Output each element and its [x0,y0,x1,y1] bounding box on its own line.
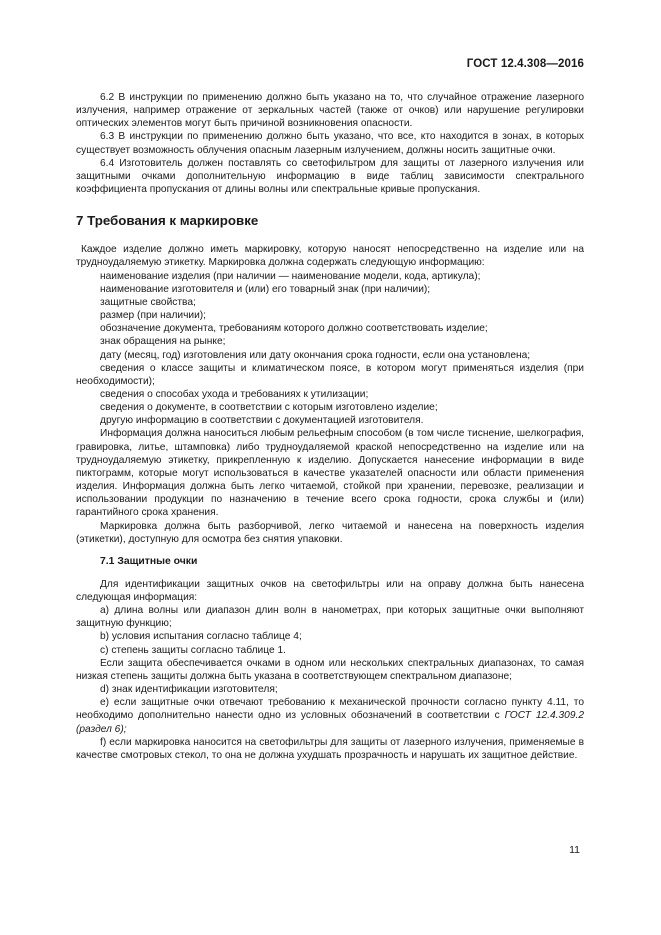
paragraph-6-4: 6.4 Изготовитель должен поставлять со светофильтром для защиты от лазерного излучения или защитными очками дополнительную информацию в виде таблиц зависимости спектрального коэффициента пропускания от длины волны или спектральные кривые пропускания. [76,157,584,196]
list-item-d: d) знак идентификации изготовителя; [100,684,278,696]
list-item: сведения о способах ухода и требованиях к утилизации; [100,388,369,400]
list-item-e-text: е) если защитные очки отвечают требованию к механической прочности согласно пункту 4.11, то необходимо дополнительно нанести одно из условных обозначений в соответствии с [76,697,584,722]
list-item-f: f) если маркировка наносится на светофильтры для защиты от лазерного излучения, применяемые в качестве смотровых стекол, то она не должна ухудшать прозрачность и нарушать их защитное действие. [76,736,584,761]
page-content [76,91,584,762]
list-item: сведения о документе, в соответствии с которым изготовлено изделие; [100,402,438,414]
list-item-c: с) степень защиты согласно таблице 1. [100,644,286,656]
list-item: сведения о классе защиты и климатическом поясе, в котором могут применяться изделия (при необходимости); [76,362,584,387]
section-7-1-intro: Для идентификации защитных очков на светофильтры или на оправу должна быть нанесена следующая информация: [76,578,584,603]
paragraph-6-2: 6.2 В инструкции по применению должно быть указано на то, что случайное отражение лазерного излучения, например отражение от зеркальных частей (также от очков) или нарушение регулировки оптических элементов могут быть причиной возникновения опасности. [76,92,584,130]
paragraph-6-3: 6.3 В инструкции по применению должно быть указано, что все, кто находится в зонах, в которых существует возможность облучения опасным лазерным излучением, должны носить защитные очки. [76,131,584,156]
list-item: защитные свойства; [100,296,196,308]
list-item: размер (при наличии); [100,310,206,322]
standard-header: ГОСТ 12.4.308—2016 [466,58,584,70]
list-item-e [76,696,584,735]
standard-reference: ГОСТ 12.4.309.2 (раздел 6); [76,710,584,735]
page-number: 11 [569,844,580,856]
section-7-intro: Каждое изделие должно иметь маркировку, которую наносят непосредственно на изделие или на трудноудаляемую этикетку. Маркировка должна содержать следующую информацию: [76,244,584,269]
list-item: знак обращения на рынке; [100,336,226,348]
list-item: наименование изготовителя и (или) его товарный знак (при наличии); [100,283,431,295]
list-item-b: b) условия испытания согласно таблице 4; [100,631,302,643]
section-7-title: 7 Требования к маркировке [76,213,259,229]
list-item: дату (месяц, год) изготовления или дату окончания срока годности, если она установлена; [100,349,531,361]
list-item: другую информацию в соответствии с документацией изготовителя. [100,415,424,427]
section-7-para-legibility: Маркировка должна быть разборчивой, легко читаемой и нанесена на поверхность изделия (этикетки), доступную для осмотра без снятия упаковки. [76,520,584,545]
list-item: наименование изделия (при наличии — наименование модели, кода, артикула); [100,270,481,282]
section-7-1-title: 7.1 Защитные очки [100,555,198,567]
section-7-1-note: Если защита обеспечивается очками в одном или нескольких спектральных диапазонах, то самая низкая степень защиты должна быть указана в соответствующем спектральном диапазоне; [76,657,584,682]
section-7-para-info: Информация должна наноситься любым рельефным способом (в том числе тиснение, шелкография, гравировка, литье, штамповка) либо трудноудаляемой краской непосредственно на изделие или на трудноудаляемую этикетку, прикрепленную к изделию. Допускается нанесение информации в виде пиктограмм, которые могут использоваться в качестве указателей опасности или области применения изделия. Информация должна быть легко читаемой, стойкой при хранении, перевозке, реализации и использовании продукции по назначению в течение всего срока годности, срока службы и (или) гарантийного срока хранения. [76,428,584,519]
list-item: обозначение документа, требованиям которого должно соответствовать изделие; [100,323,488,335]
list-item-a: а) длина волны или диапазон длин волн в нанометрах, при которых защитные очки выполняют защитную функцию; [76,605,584,630]
